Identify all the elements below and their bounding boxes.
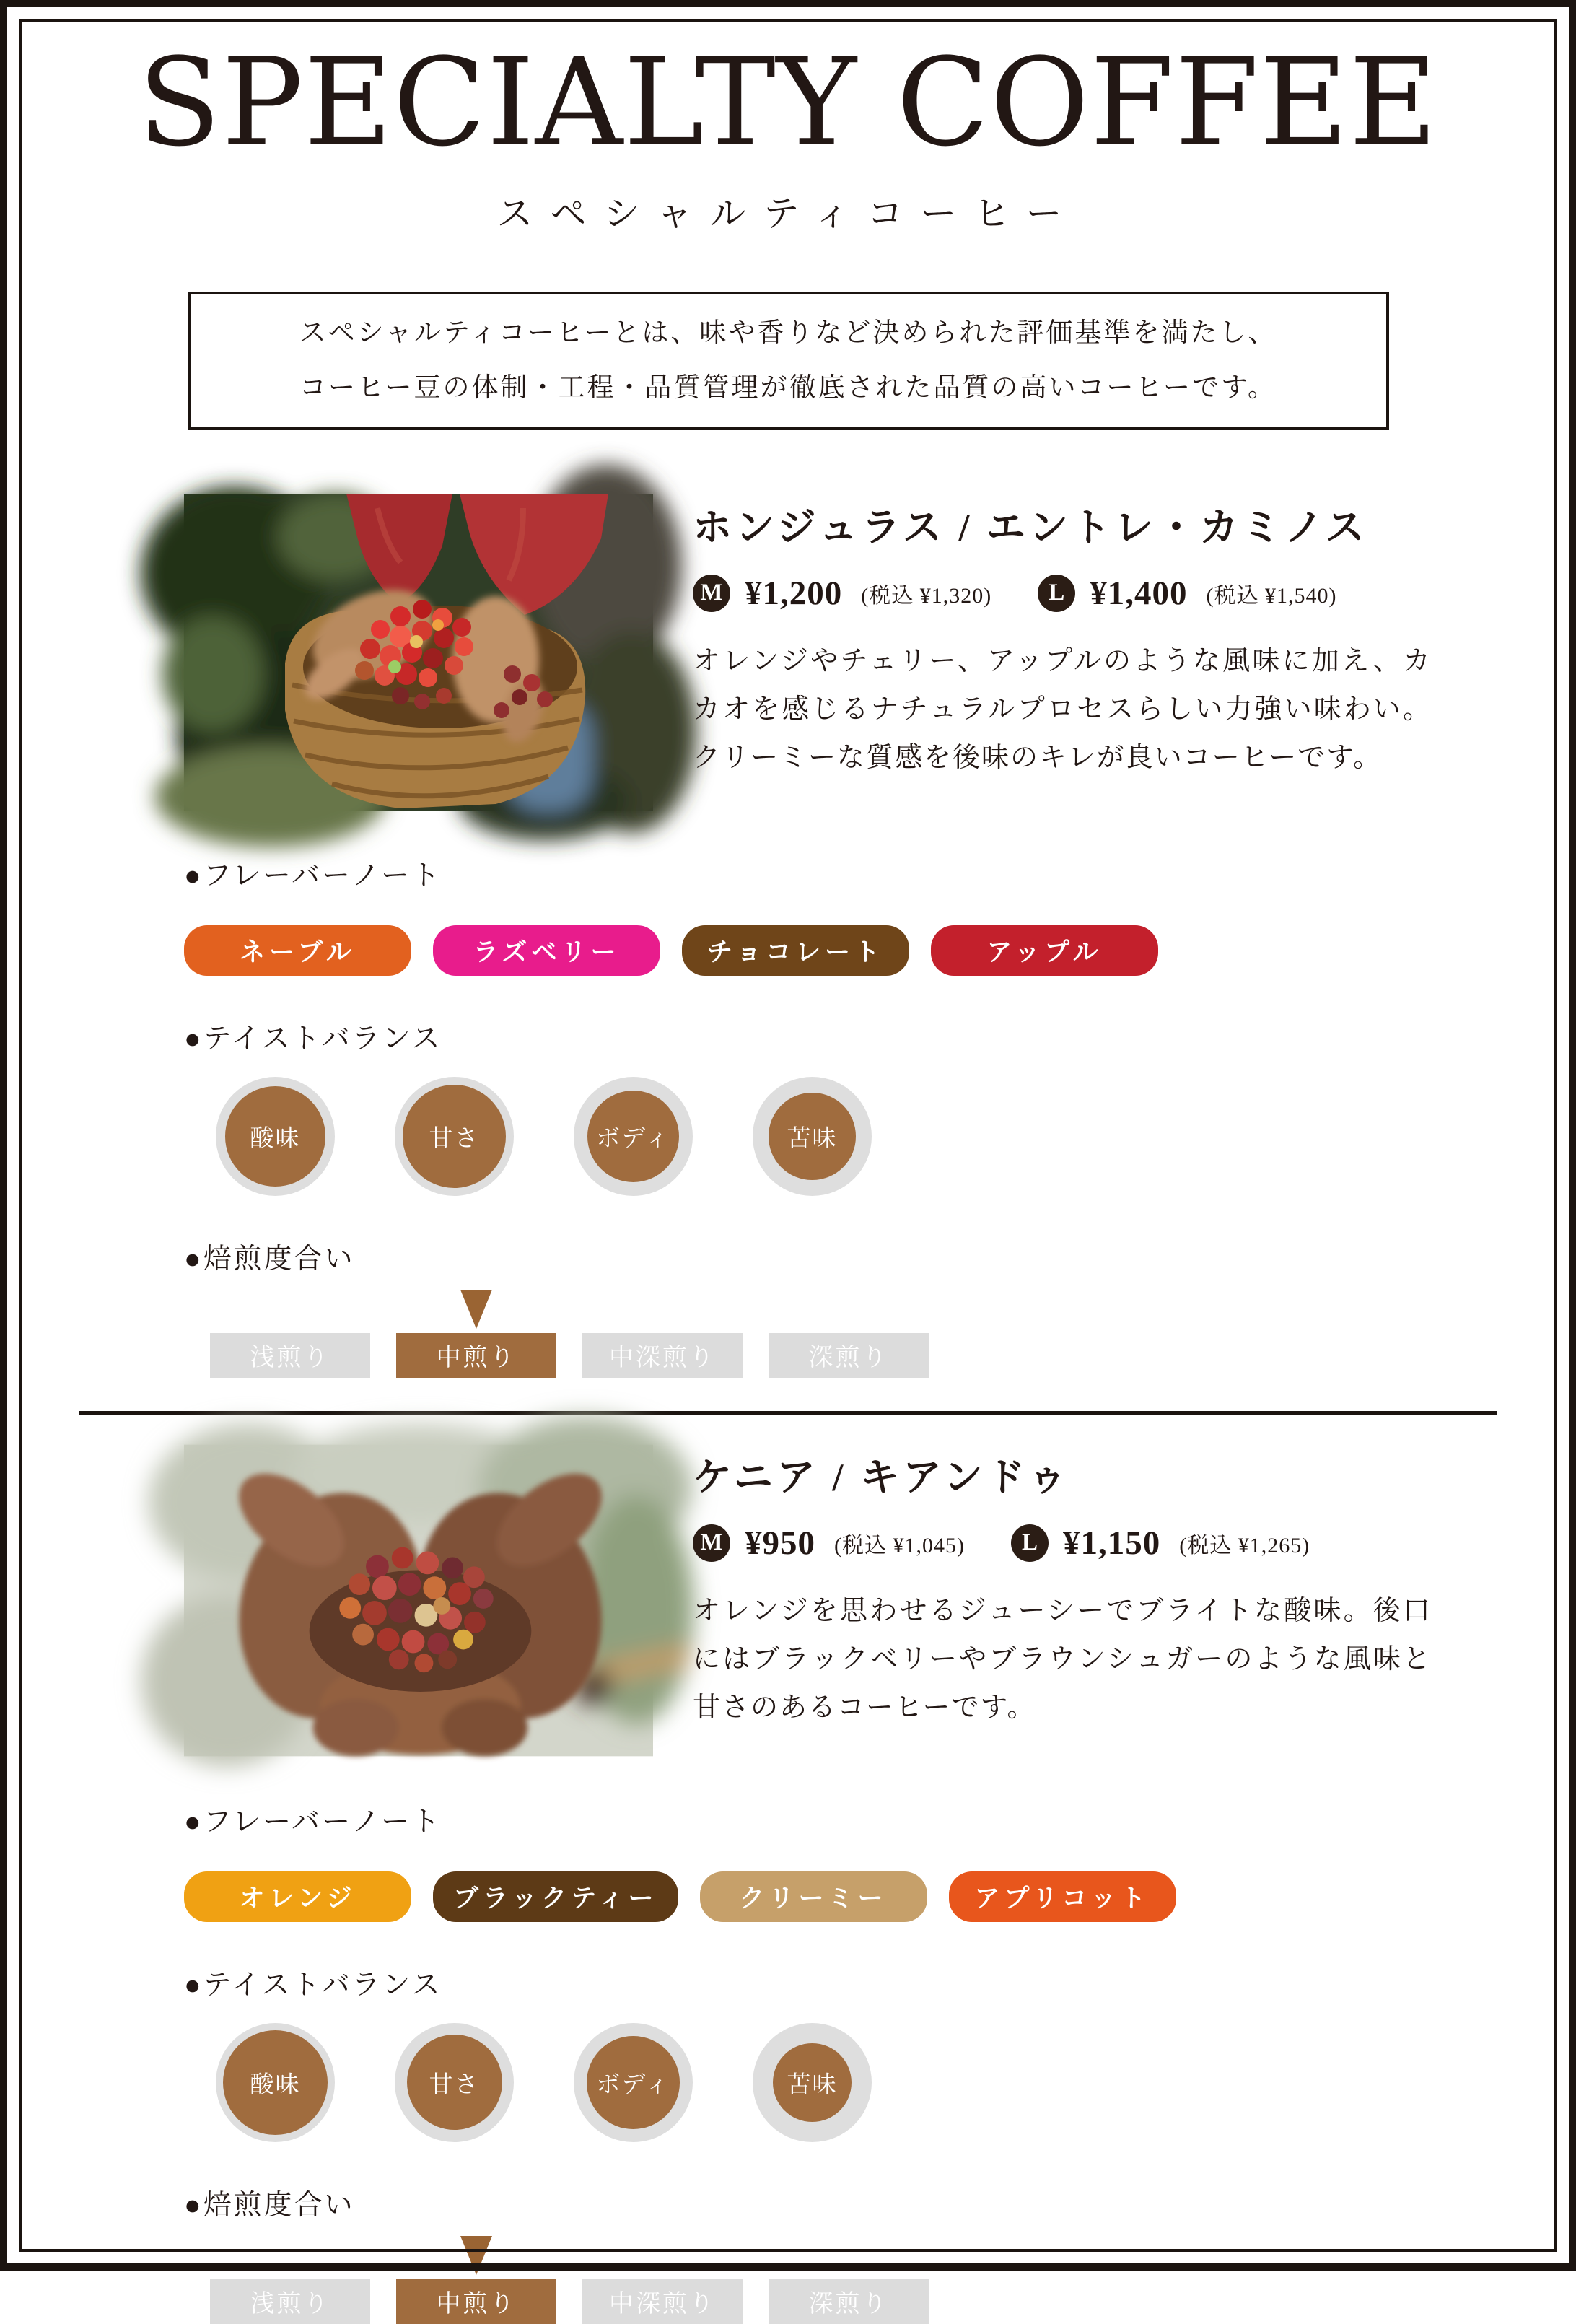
coffee-name: ケニア / キアンドゥ — [693, 1455, 1071, 1499]
roast-option: 浅煎り — [210, 2279, 370, 2324]
taste-balance-heading: ●テイストバランス — [184, 1969, 442, 2001]
flavor-chip: ブラックティー — [433, 1871, 678, 1922]
coffee-top — [184, 494, 1432, 811]
taste-label: 酸味 — [250, 2071, 301, 2098]
taste-gauge — [574, 1077, 693, 1196]
roast-option: 浅煎り — [210, 1333, 370, 1378]
size-badge-l: L — [1011, 1524, 1049, 1562]
roast-option: 深煎り — [769, 1333, 929, 1378]
coffee-description: オレンジを思わせるジューシーでブライトな酸味。後口にはブラックベリーやブラウンシュガーのような風味と甘さのあるコーヒーです。 — [693, 1595, 1432, 1723]
price-tax: (税込 ¥1,265) — [1179, 1533, 1310, 1558]
page-subtitle: スペシャルティコーヒー — [496, 193, 1080, 235]
intro-text-line-2: コーヒー豆の体制・工程・品質管理が徹底された品質の高いコーヒーです。 — [299, 373, 1277, 403]
price-item-m — [693, 1524, 965, 1563]
price-value: ¥1,150 — [1062, 1524, 1161, 1562]
coffee-section-honduras — [184, 494, 1432, 1378]
taste-gauge-fill — [403, 1085, 507, 1189]
size-badge-l: L — [1038, 575, 1075, 612]
roast-option: 中深煎り — [582, 2279, 743, 2324]
size-badge-m: M — [693, 575, 730, 612]
price-value: ¥1,200 — [745, 574, 843, 612]
taste-label: ボディ — [596, 1125, 670, 1152]
price-item-m — [693, 574, 991, 613]
roast-marker-triangle-icon — [460, 1290, 492, 1329]
roast-level-area — [210, 1283, 1432, 1378]
flavor-chip: ラズベリー — [433, 925, 660, 976]
flavor-chip: クリーミー — [700, 1871, 927, 1922]
taste-label: 苦味 — [787, 2071, 838, 2098]
taste-gauge — [753, 1077, 872, 1196]
taste-label: 甘さ — [429, 2071, 480, 2098]
flavor-notes-heading: ●フレーバーノート — [184, 1806, 442, 1838]
taste-balance-row — [216, 1077, 1432, 1196]
taste-gauge-fill — [769, 1093, 855, 1179]
taste-gauge — [753, 2023, 872, 2142]
coffee-name: ホンジュラス / エントレ・カミノス — [693, 505, 1368, 549]
taste-label: 甘さ — [429, 1125, 480, 1152]
roast-level-heading: ●焙煎度合い — [184, 2189, 355, 2221]
taste-gauge-fill — [225, 1086, 325, 1187]
coffee-top — [184, 1443, 1432, 1757]
intro-box — [188, 292, 1389, 430]
taste-gauge — [395, 2023, 514, 2142]
taste-gauge — [574, 2023, 693, 2142]
flavor-notes-heading: ●フレーバーノート — [184, 860, 442, 891]
taste-gauge-fill — [587, 2036, 680, 2129]
roast-option: 中煎り — [396, 1333, 556, 1378]
roast-level-heading: ●焙煎度合い — [184, 1243, 355, 1275]
price-tax: (税込 ¥1,045) — [834, 1533, 965, 1558]
roast-option: 深煎り — [769, 2279, 929, 2324]
taste-label: 酸味 — [250, 1125, 301, 1152]
taste-gauge-fill — [773, 2043, 852, 2122]
price-value: ¥950 — [745, 1524, 815, 1562]
taste-label: 苦味 — [787, 1125, 838, 1152]
flavor-chip: アプリコット — [949, 1871, 1176, 1922]
coffee-info — [693, 1443, 1432, 1757]
roast-level-area — [210, 2229, 1432, 2324]
size-badge-m: M — [693, 1524, 730, 1562]
taste-label: ボディ — [596, 2071, 670, 2098]
taste-gauge-fill — [407, 2035, 502, 2130]
header — [0, 0, 1576, 430]
price-row — [693, 574, 1432, 613]
flavor-chip: ネーブル — [184, 925, 411, 976]
coffee-photo-basket-cherries — [184, 494, 653, 811]
coffee-description: オレンジやチェリー、アップルのような風味に加え、カカオを感じるナチュラルプロセスらしい力強い味わい。クリーミーな質感を後味のキレが良いコーヒーです。 — [693, 645, 1432, 773]
flavor-chip: オレンジ — [184, 1871, 411, 1922]
coffee-photo-hands-cherries — [184, 1443, 653, 1757]
coffee-info — [693, 494, 1432, 811]
section-divider — [79, 1411, 1497, 1415]
flavor-chips-row — [184, 925, 1432, 976]
intro-text-line-1: スペシャルティコーヒーとは、味や香りなど決められた評価基準を満たし、 — [299, 318, 1277, 349]
page-title: SPECIALTY COFFEE — [138, 32, 1438, 173]
roast-marker-triangle-icon — [460, 2236, 492, 2275]
price-item-l — [1038, 574, 1336, 613]
roast-option: 中煎り — [396, 2279, 556, 2324]
flavor-chips-row — [184, 1871, 1432, 1922]
taste-balance-heading: ●テイストバランス — [184, 1023, 442, 1054]
roast-row — [210, 1333, 1432, 1378]
roast-row — [210, 2279, 1432, 2324]
flavor-chip: チョコレート — [682, 925, 909, 976]
taste-gauge — [216, 2023, 335, 2142]
price-tax: (税込 ¥1,540) — [1206, 583, 1337, 608]
taste-gauge — [216, 1077, 335, 1196]
taste-gauge-fill — [587, 1091, 679, 1182]
taste-gauge — [395, 1077, 514, 1196]
price-tax: (税込 ¥1,320) — [861, 583, 992, 608]
taste-balance-row — [216, 2023, 1432, 2142]
price-value: ¥1,400 — [1090, 574, 1188, 612]
price-item-l — [1011, 1524, 1310, 1563]
price-row — [693, 1524, 1432, 1563]
taste-gauge-fill — [223, 2030, 328, 2135]
coffee-section-kenya — [184, 1443, 1432, 2324]
flavor-chip: アップル — [931, 925, 1158, 976]
roast-option: 中深煎り — [582, 1333, 743, 1378]
